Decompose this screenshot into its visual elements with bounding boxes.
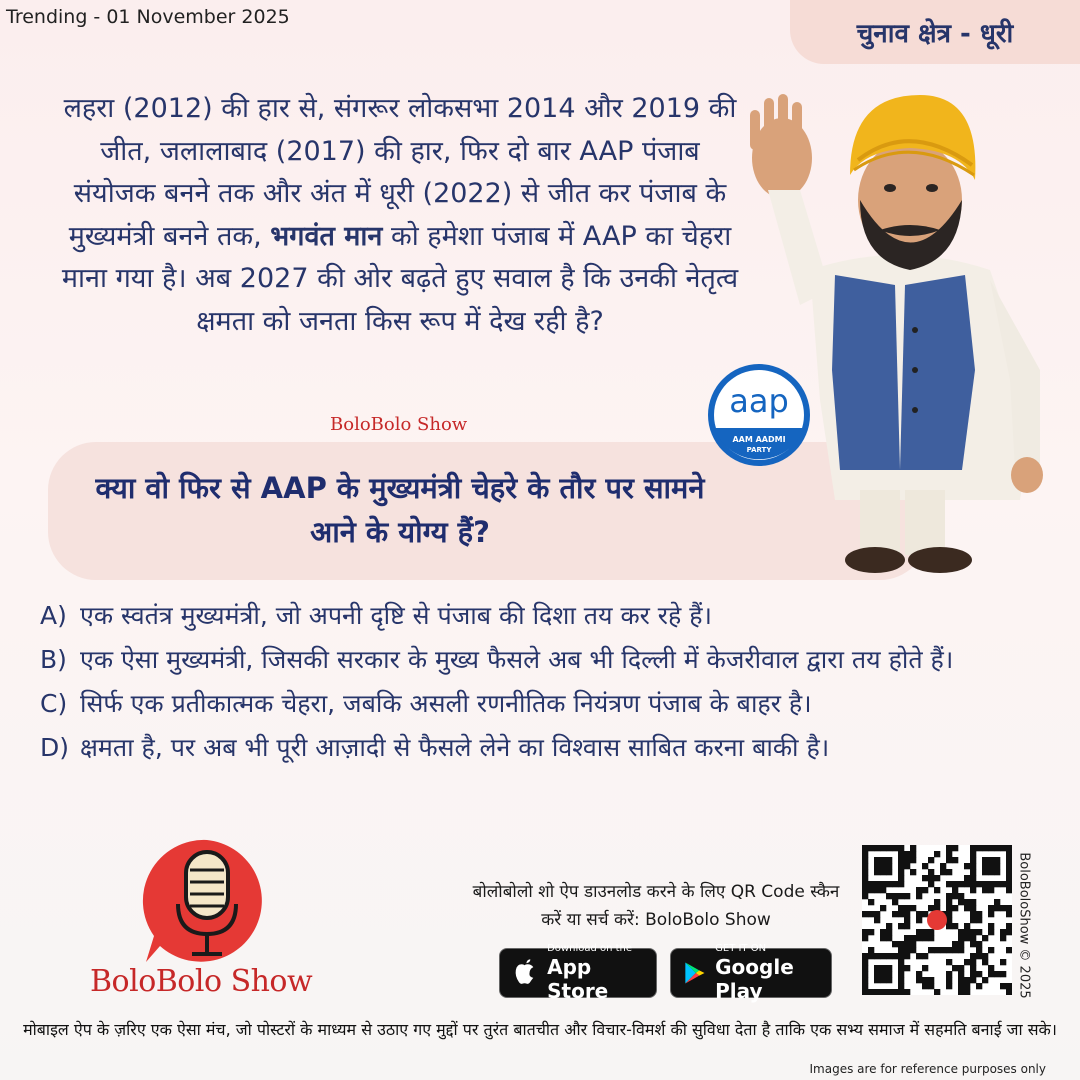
app-store-button[interactable] [499, 943, 657, 1003]
brand-logo-text: BoloBolo Show [90, 964, 313, 999]
apple-icon [510, 958, 539, 988]
app-download-note: बोलोबोलो शो ऐप डाउनलोड करने के लिए QR Code स्कैन करें या सर्च करें: BoloBolo Show [472, 882, 840, 930]
option-b[interactable] [40, 640, 1060, 680]
trending-date: Trending - 01 November 2025 [6, 6, 290, 28]
option-a[interactable] [40, 596, 1060, 636]
option-d[interactable] [40, 728, 1060, 768]
leader-illustration [740, 70, 1060, 590]
option-key: C) [40, 689, 68, 718]
option-text: एक ऐसा मुख्यमंत्री, जिसकी सरकार के मुख्य फैसले अब भी दिल्ली में केजरीवाल द्वारा तय होते हैं। [80, 645, 954, 674]
constituency-tag: चुनाव क्षेत्र - धूरी [790, 0, 1080, 64]
aap-logo-line1: AAM AADMI [732, 435, 786, 444]
question-text: क्या वो फिर से AAP के मुख्यमंत्री चेहरे के तौर पर सामने आने के योग्य हैं? [95, 471, 705, 549]
brand-watermark: BoloBolo Show [330, 414, 468, 435]
google-play-button[interactable] [670, 943, 832, 1003]
google-play-big: Google Play [715, 955, 794, 1003]
app-store-small: Download on the [547, 943, 633, 954]
intro-text-end: को हमेशा पंजाब में AAP का चेहरा माना गया है। अब 2027 की ओर बढ़ते हुए सवाल है कि उनकी नेतृत्व क्षमता को जनता किस रूप में देख रही है? [61, 220, 739, 337]
options-list [40, 596, 1060, 772]
aap-logo [706, 362, 812, 468]
option-text: सिर्फ एक प्रतीकात्मक चेहरा, जबकि असली रणनीतिक नियंत्रण पंजाब के बाहर है। [80, 689, 812, 718]
option-c[interactable] [40, 684, 1060, 724]
aap-logo-text: aap [729, 382, 789, 420]
microphone-logo-icon [140, 834, 274, 968]
option-key: A) [40, 601, 67, 630]
option-text: क्षमता है, पर अब भी पूरी आज़ादी से फैसले लेने का विश्वास साबित करना बाकी है। [80, 733, 830, 762]
disclaimer: Images are for reference purposes only [809, 1062, 1046, 1076]
aap-logo-line2: PARTY [746, 446, 772, 454]
copyright-text: BoloBoloShow © 2025 [1016, 851, 1032, 999]
intro-paragraph [60, 88, 740, 343]
option-text: एक स्वतंत्र मुख्यमंत्री, जो अपनी दृष्टि से पंजाब की दिशा तय कर रहे हैं। [80, 601, 713, 630]
copyright-container [1002, 850, 1046, 1000]
option-key: D) [40, 733, 70, 762]
google-play-small: GET IT ON [715, 943, 767, 954]
qr-code-icon[interactable] [862, 845, 1012, 995]
leader-name: भगवंत मान [270, 220, 383, 252]
google-play-icon [681, 958, 707, 988]
app-store-big: App Store [547, 955, 609, 1003]
intro-text-start: लहरा (2012) की हार से, संगरूर लोकसभा 2014 और 2019 की जीत, जलालाबाद (2017) की हार, फिर दो बार AAP पंजाब संयोजक बनने तक और अंत में धूरी (2022) से जीत कर पंजाब के मुख्यमंत्री बनने तक, [63, 93, 737, 252]
footer-tagline: मोबाइल ऐप के ज़रिए एक ऐसा मंच, जो पोस्टरों के माध्यम से उठाए गए मुद्दों पर तुरंत बातचीत और विचार-विमर्श की सुविधा देता है ताकि एक सभ्य समाज में सहमति बनाई जा सके। [23, 1020, 1057, 1039]
option-key: B) [40, 645, 67, 674]
